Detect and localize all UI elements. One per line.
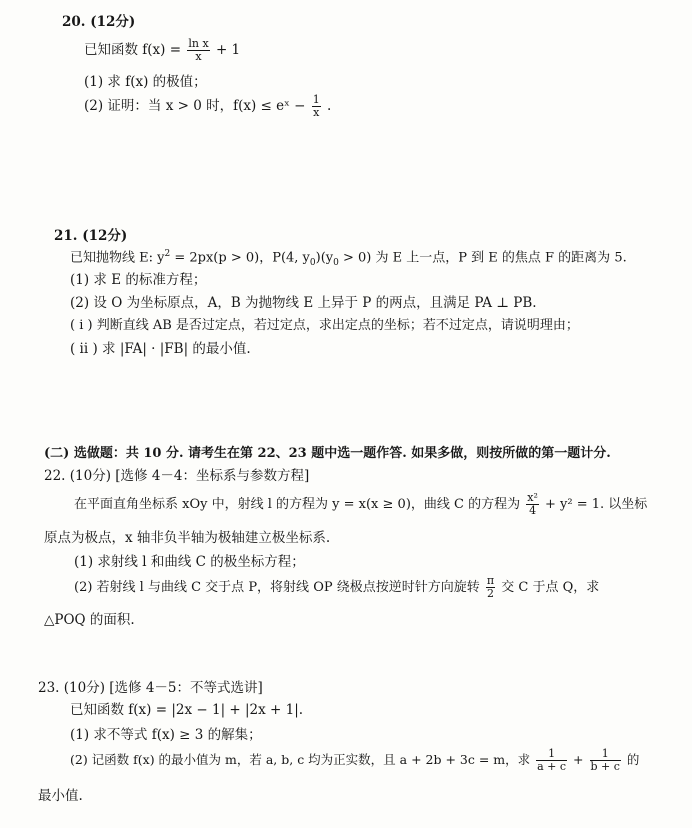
q22-part1: (1) 求射线 l 和曲线 C 的极坐标方程； [74,554,305,570]
q21-part2-i: ( i ) 判断直线 AB 是否过定点，若过定点，求出定点的坐标；若不过定点，请说明理由； [70,318,579,333]
section-heading: (二) 选做题：共 10 分. 请考生在第 22、23 题中选一题作答. 如果多做，则按所做的第一题计分. [44,446,611,461]
q23-header: 23. (10分) [选修 4－5：不等式选讲] [38,680,263,696]
q23-fraction-1: $\frac{1}{a + c}$ [537,747,567,774]
q21-intro: 已知抛物线 E: $y^2 = 2px(p > 0)$，P(4, $y_0)(y_0 > 0)$ 为 E 上一点，P 到 E 的焦点 F 的距离为 5. [70,249,627,268]
q20-part2-fraction: $\frac{1}{x}$ [312,93,320,120]
q22-fraction: $\frac{\text{x²}}{4}$ [527,491,538,518]
q21-points: (12分) [82,228,128,244]
q22-part2-fraction: $\frac{\pi}{2}$ [486,574,495,601]
q20-header [62,14,135,30]
q22-intro: 在平面直角坐标系 xOy 中，射线 l 的方程为 y = x(x ≥ 0)，曲线 C 的方程为 $\frac{\text{x²}}{4}$ + y² = 1. 以坐标 [74,491,648,518]
q20-points: (12分) [90,14,136,30]
q23-fraction-2: $\frac{1}{b + c}$ [590,747,620,774]
q21-part1: (1) 求 E 的标准方程； [70,272,207,288]
q20-part2: (2) 证明：当 x > 0 时，f(x) ≤ eˣ − $\frac{1}{x}$ . [84,93,332,120]
q23-part2-continued: 最小值. [38,788,83,804]
q21-part2-ii: ( ii ) 求 |FA| · |FB| 的最小值. [70,341,251,357]
q20-number: 20. [62,14,86,30]
q22-part2-continued: △POQ 的面积. [44,612,135,628]
q21-header [54,228,127,244]
q22-part2: (2) 若射线 l 与曲线 C 交于点 P，将射线 OP 绕极点按逆时针方向旋转 $\frac{\pi}{2}$ 交 C 于点 Q，求 [74,574,600,601]
q23-part1: (1) 求不等式 f(x) ≥ 3 的解集； [70,727,262,743]
q21-number: 21. [54,228,78,244]
q20-fraction: $\frac{\text{ln x}}{x}$ [188,37,209,64]
q22-header: 22. (10分) [选修 4－4：坐标系与参数方程] [44,468,310,484]
q20-part1: (1) 求 f(x) 的极值； [84,74,207,90]
q20-intro: 已知函数 f(x) = $\frac{\text{ln x}}{x}$ + 1 [84,37,241,64]
q22-intro-continued: 原点为极点，x 轴非负半轴为极轴建立极坐标系. [44,530,331,546]
q23-intro: 已知函数 f(x) = |2x − 1| + |2x + 1|. [70,702,304,718]
q23-part2: (2) 记函数 f(x) 的最小值为 m，若 a, b, c 均为正实数，且 a + 2b + 3c = m，求 $\frac{1}{a + c}$ + $\frac{1}{b + c}$ 的 [70,747,640,774]
q21-part2: (2) 设 O 为坐标原点，A，B 为抛物线 E 上异于 P 的两点，且满足 PA ⊥ PB. [70,295,537,311]
